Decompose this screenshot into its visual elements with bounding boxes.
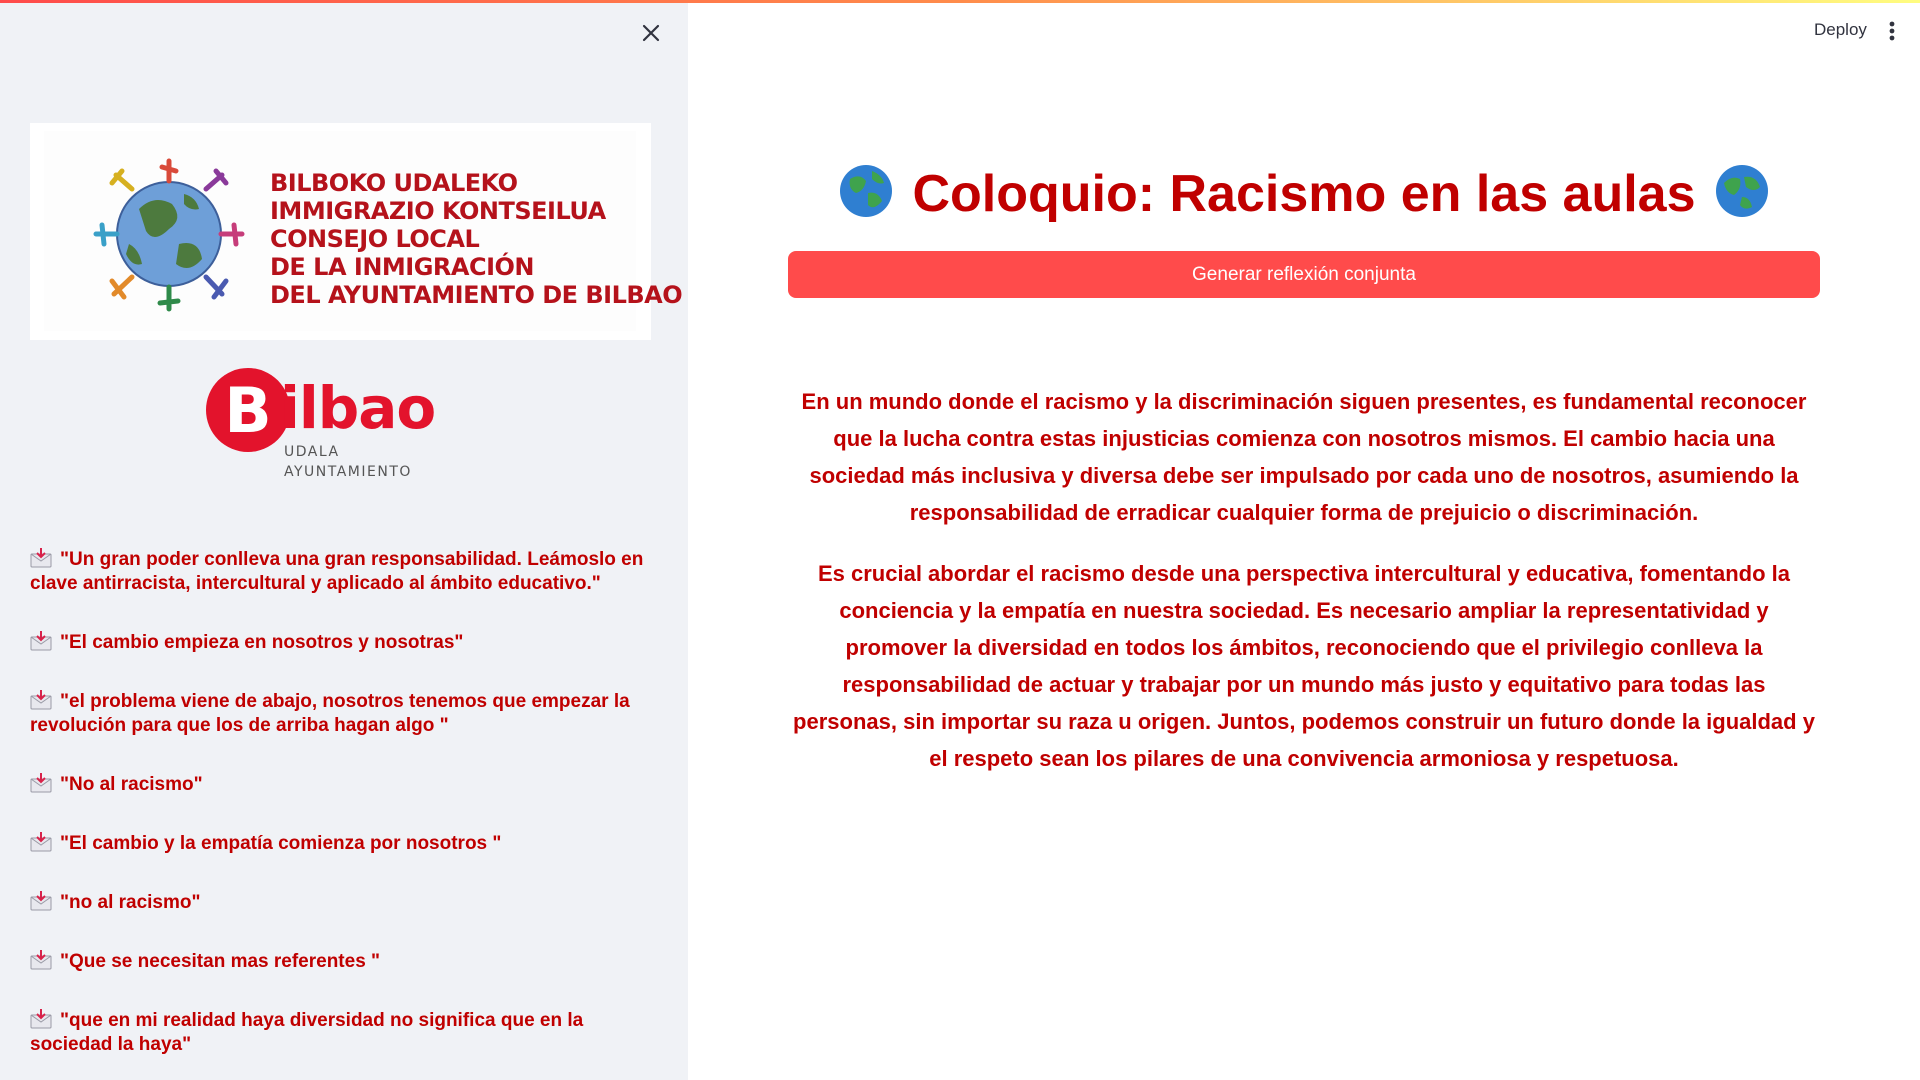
- quote-text: "no al racismo": [60, 892, 201, 913]
- main-menu-button[interactable]: [1882, 16, 1902, 46]
- envelope-arrow-icon: [30, 548, 52, 568]
- top-decoration-stripe: [0, 0, 1920, 3]
- bilbao-logo-sub1: UDALA: [284, 444, 340, 460]
- envelope-arrow-icon: [30, 773, 52, 793]
- quote-item: [30, 631, 650, 655]
- quote-item: [30, 548, 650, 596]
- quote-item: [30, 773, 650, 797]
- quote-text: "El cambio y la empatía comienza por nosotros ": [60, 833, 502, 854]
- sidebar: [0, 0, 688, 1080]
- page-title: [788, 160, 1820, 228]
- generate-reflection-button[interactable]: Generar reflexión conjunta: [788, 251, 1820, 298]
- logo-line: BILBOKO UDALEKO: [270, 169, 518, 197]
- close-icon: [642, 24, 660, 42]
- bilbao-logo: [206, 368, 446, 483]
- quote-text: "Un gran poder conlleva una gran responsabilidad. Leámoslo en clave antirracista, intercultural y aplicado al ámbito educativo.": [30, 549, 644, 594]
- quote-item: [30, 891, 650, 915]
- page-title-text: Coloquio: Racismo en las aulas: [912, 165, 1696, 223]
- quote-text: "que en mi realidad haya diversidad no significa que en la sociedad la haya": [30, 1010, 584, 1055]
- quote-item: [30, 690, 650, 738]
- quote-item: [30, 832, 650, 856]
- quote-item: [30, 950, 650, 974]
- envelope-arrow-icon: [30, 631, 52, 651]
- logo-line: DEL AYUNTAMIENTO DE BILBAO: [270, 281, 683, 309]
- envelope-arrow-icon: [30, 690, 52, 710]
- quote-text: "No al racismo": [60, 774, 203, 795]
- quotes-list: [30, 548, 650, 1080]
- quote-text: "El cambio empieza en nosotros y nosotras": [60, 632, 464, 653]
- close-sidebar-button[interactable]: [636, 18, 666, 48]
- envelope-arrow-icon: [30, 1009, 52, 1029]
- reflection-output: [788, 383, 1820, 801]
- globe-icon: [838, 163, 894, 219]
- logo-line: IMMIGRAZIO KONTSEILUA: [270, 197, 606, 225]
- globe-icon: [1714, 163, 1770, 219]
- logo-line: CONSEJO LOCAL: [270, 225, 480, 253]
- quote-item: [30, 1009, 650, 1057]
- quote-text: "el problema viene de abajo, nosotros tenemos que empezar la revolución para que los de arriba hagan algo ": [30, 691, 630, 736]
- quote-text: "Que se necesitan mas referentes ": [60, 951, 381, 972]
- more-vertical-icon: [1882, 16, 1902, 46]
- bilbao-logo-sub2: AYUNTAMIENTO: [284, 464, 412, 480]
- main-content: [688, 0, 1920, 1080]
- envelope-arrow-icon: [30, 891, 52, 911]
- immigration-council-logo: [30, 123, 683, 340]
- deploy-button[interactable]: Deploy: [1814, 20, 1867, 39]
- reflection-paragraph: Es crucial abordar el racismo desde una perspectiva intercultural y educativa, fomentando la conciencia y la empatía en nuestra sociedad. Es necesario ampliar la representatividad y promover la diversidad en todos los ámbitos, reconociendo que el privilegio conlleva la responsabilidad de actuar y trabajar por un mundo más justo y equitativo para todas las personas, sin importar su raza u origen. Juntos, podemos construir un futuro donde la igualdad y el respeto sean los pilares de una convivencia armoniosa y respetuosa.: [793, 561, 1815, 771]
- bilbao-logo-word: ilbao: [280, 374, 436, 442]
- envelope-arrow-icon: [30, 950, 52, 970]
- reflection-paragraph: En un mundo donde el racismo y la discriminación siguen presentes, es fundamental reconocer que la lucha contra estas injusticias comienza con nosotros mismos. El cambio hacia una sociedad más inclusiva y diversa debe ser impulsado por cada uno de nosotros, asumiendo la responsabilidad de erradicar cualquier forma de prejuicio o discriminación.: [801, 389, 1807, 525]
- envelope-arrow-icon: [30, 832, 52, 852]
- globe-people-icon: [84, 149, 254, 319]
- logo-line: DE LA INMIGRACIÓN: [270, 253, 535, 281]
- bilbao-logo-initial: B: [206, 368, 290, 452]
